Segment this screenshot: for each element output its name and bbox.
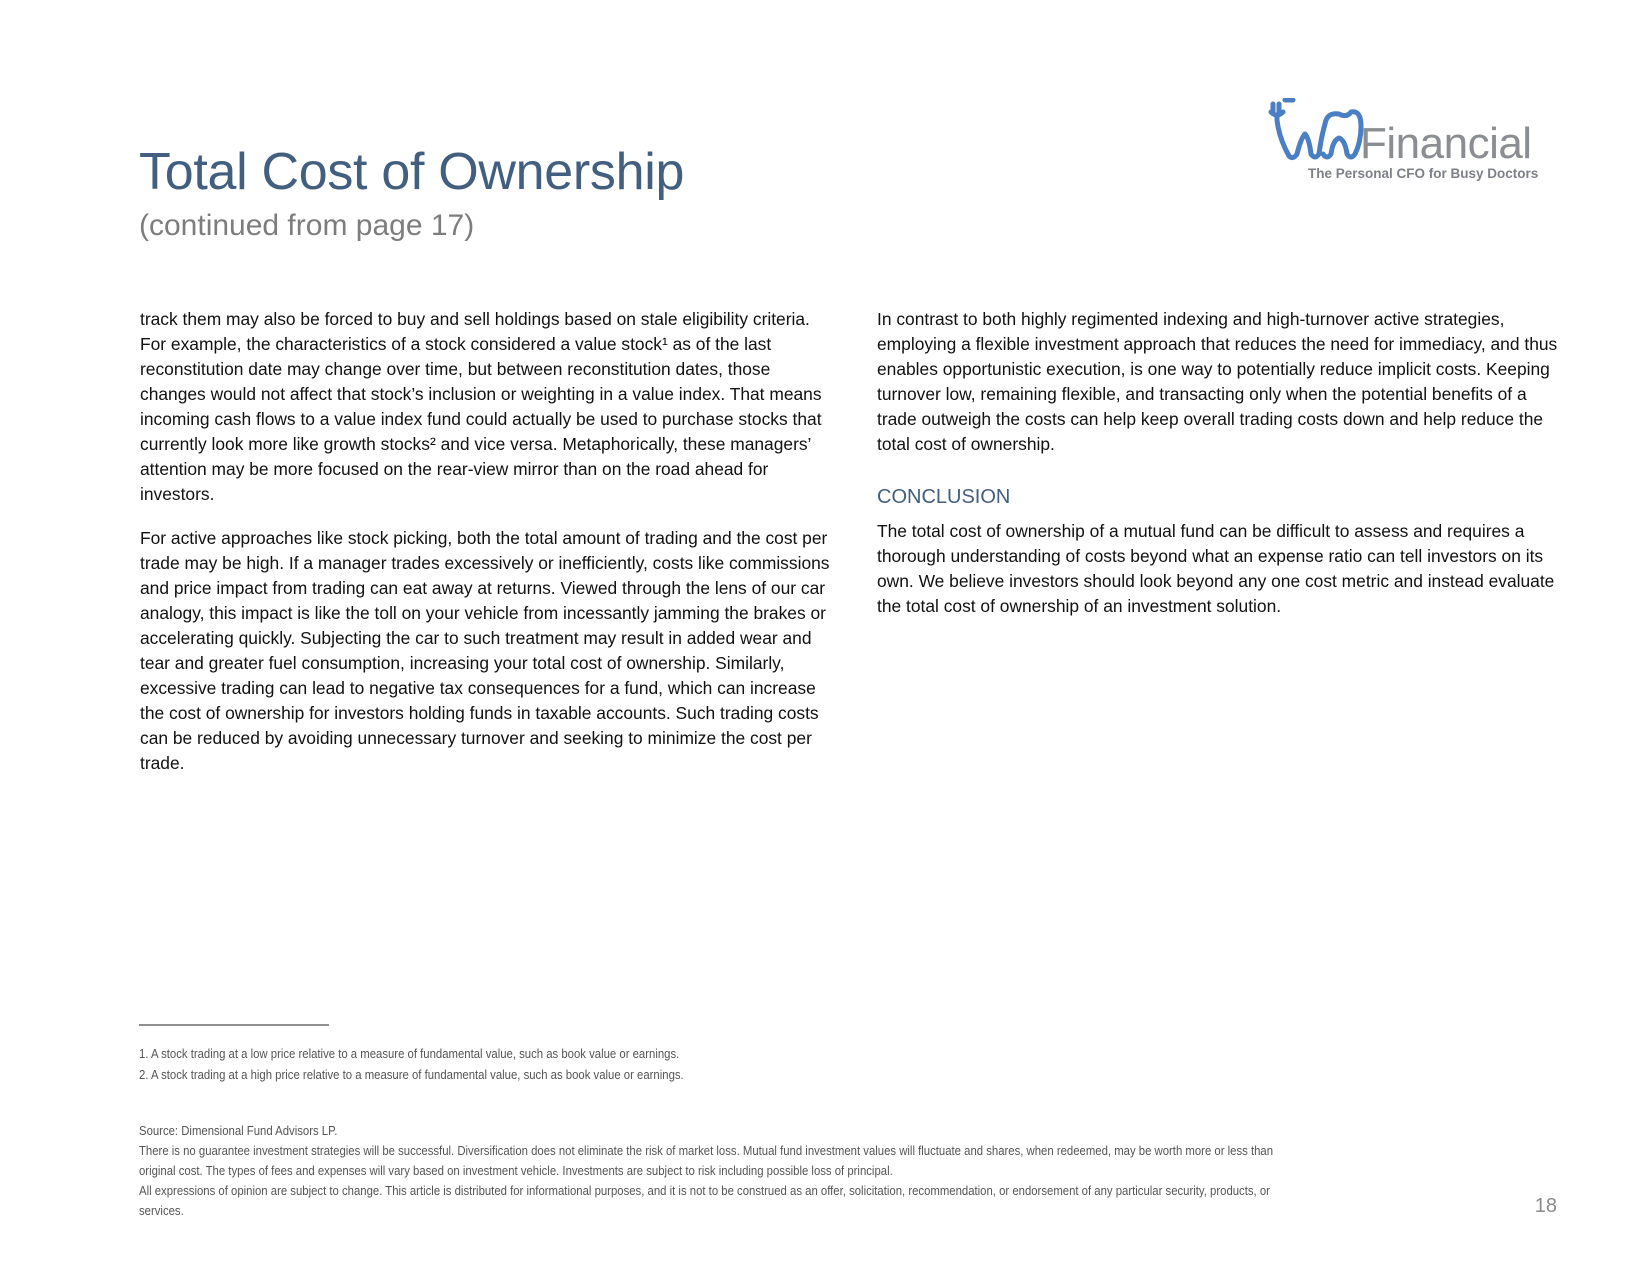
company-logo [1265, 98, 1545, 188]
disclaimer [139, 1121, 1601, 1221]
disclaimer-line: All expressions of opinion are subject to change. This article is distributed for informational purposes, and it is not to be construed as an offer, solicitation, recommendation, or endorsement of any particular security, products, or [139, 1183, 1270, 1198]
footnote-2: 2. A stock trading at a high price relative to a measure of fundamental value, such as book value or earnings. [139, 1067, 684, 1082]
conclusion-heading: CONCLUSION [877, 486, 1011, 508]
footnote-divider [139, 1024, 329, 1026]
page-subtitle: (continued from page 17) [139, 209, 475, 242]
body-paragraph: track them may also be forced to buy and sell holdings based on stale eligibility criteria. For example, the characteristics of a stock considered a value stock¹ as of the last reconstitution date may change over time, but between reconstitution dates, those changes would not affect that stock’s inclusion or weighting in a value index. That means incoming cash flows to a value index fund could actually be used to purchase stocks that currently look more like growth stocks² and vice versa. Metaphorically, these managers’ attention may be more focused on the rear-view mirror than on the road ahead for investors. [140, 309, 822, 504]
disclaimer-source: Source: Dimensional Fund Advisors LP. [139, 1123, 338, 1138]
conclusion-paragraph: The total cost of ownership of a mutual fund can be difficult to assess and requires a thorough understanding of costs beyond what an expense ratio can tell investors on its own. We believe investors should look beyond any one cost metric and instead evaluate the total cost of ownership of an investment solution. [877, 521, 1555, 616]
body-paragraph: In contrast to both highly regimented indexing and high-turnover active strategies, employing a flexible investment approach that reduces the need for immediacy, and thus enables opportunistic execution, is one way to potentially reduce implicit costs. Keeping turnover low, remaining flexible, and transacting only when the potential benefits of a trade outweigh the costs can help keep overall trading costs down and help reduce the total cost of ownership. [877, 309, 1558, 454]
page-number: 18 [1534, 1195, 1557, 1217]
footnote-1: 1. A stock trading at a low price relative to a measure of fundamental value, such as book value or earnings. [139, 1046, 680, 1061]
logo-wordmark: Financial [1360, 119, 1532, 168]
tooth-stethoscope-logo-icon [1265, 98, 1365, 168]
left-column [140, 307, 830, 795]
disclaimer-line: original cost. The types of fees and expenses will vary based on investment vehicle. Investments are subject to risk including possible loss of principal. [139, 1163, 893, 1178]
body-paragraph: For active approaches like stock picking, both the total amount of trading and the cost per trade may be high. If a manager trades excessively or inefficiently, costs like commissions and price impact from trading can eat away at returns. Viewed through the lens of our car analogy, this impact is like the toll on your vehicle from incessantly jamming the brakes or accelerating quickly. Subjecting the car to such treatment may result in added wear and tear and greater fuel consumption, increasing your total cost of ownership. Similarly, excessive trading can lead to negative tax consequences for a fund, which can increase the cost of ownership for investors holding funds in taxable accounts. Such trading costs can be reduced by avoiding unnecessary turnover and seeking to minimize the cost per trade. [140, 528, 830, 773]
footnotes [139, 1043, 1257, 1085]
disclaimer-line: services. [139, 1203, 184, 1218]
right-column [877, 307, 1567, 638]
logo-tagline: The Personal CFO for Busy Doctors [1308, 166, 1539, 181]
page-title: Total Cost of Ownership [139, 143, 685, 201]
disclaimer-line: There is no guarantee investment strategies will be successful. Diversification does not eliminate the risk of market loss. Mutual fund investment values will fluctuate and shares, when redeemed, may be worth more or less than [139, 1143, 1274, 1158]
